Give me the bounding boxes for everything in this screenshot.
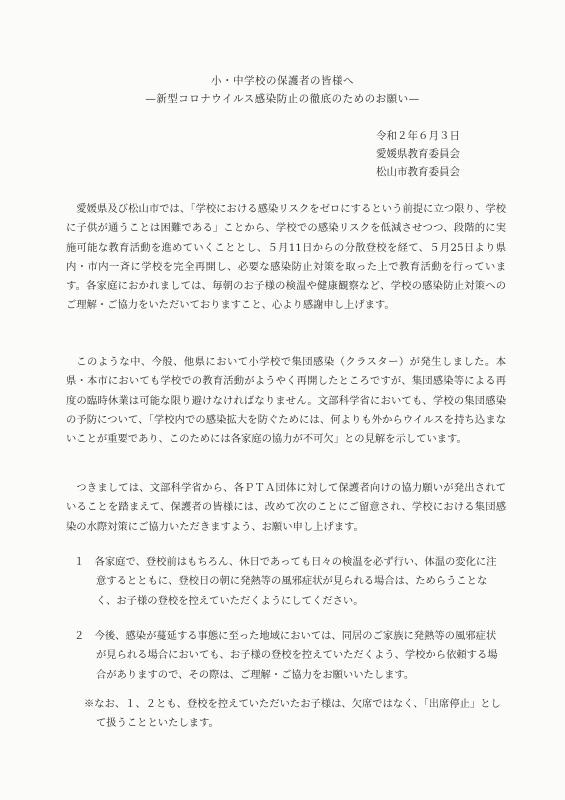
document-date: 令和２年６月３日 (376, 130, 460, 142)
title-block (0, 72, 565, 108)
document-meta (376, 127, 546, 181)
document-title: 小・中学校の保護者の皆様へ (211, 75, 354, 87)
footnote: ※なお、１、２とも、登校を控えていただいたお子様は、欠席ではなく、「出席停止」として扱うことといたします。 (84, 698, 501, 730)
issuer-prefecture: 愛媛県教育委員会 (376, 148, 460, 160)
paragraph-2: このような中、今般、他県において小学校で集団感染（クラスター）が発生しました。本県・本市においても学校での教育活動がようやく再開したところですが、集団感染等による再度の臨時休業は可能な限り避けなければなりません。文部科学省においても、学校の集団感染の予防について、「学校内での感染拡大を防ぐためには、何よりも外からウイルスを持ち込まないことが重要であり、このためには各家庭の協力が不可欠」との見解を示しています。 (66, 356, 506, 446)
paragraph-3: つきましては、文部科学省から、各ＰＴＡ団体に対して保護者向けの協力願いが発出されていることを踏まえて、保護者の皆様には、改めて次のことにご留意され、学校における集団感染の水際対策にご協力いただきますよう、お願い申し上げます。 (66, 482, 506, 533)
issuer-city: 松山市教育委員会 (376, 166, 460, 178)
request-item-1: １ 各家庭で、登校前はもちろん、休日であっても日々の検温を必ず行い、体温の変化に注意するとともに、登校日の朝に発熱等の風邪症状が見られる場合は、ためらうことなく、お子様の登校を控えていただくようにしてください。 (74, 556, 497, 607)
document-subtitle: —新型コロナウイルス感染防止の徹底のためのお願い— (145, 93, 420, 105)
paragraph-1: 愛媛県及び松山市では、「学校における感染リスクをゼロにするという前提に立つ限り、学校に子供が通うことは困難である」ことから、学校での感染リスクを低減させつつ、段階的に実施可能な教育活動を進めていくこととし、５月11日からの分散登校を経て、５月25日より県内・市内一斉に学校を完全再開し、必要な感染防止対策を取った上で教育活動を行っています。各家庭におかれましては、毎朝のお子様の検温や健康観察など、学校の感染防止対策へのご理解・ご協力をいただいておりますこと、心より感謝申し上げます。 (66, 203, 506, 312)
request-item-2: ２ 今後、感染が蔓延する事態に至った地域においては、同居のご家族に発熱等の風邪症状が見られる場合においても、お子様の登校を控えていただくよう、学校から依頼する場合がありますので、その際は、ご理解・ご協力をお願いいたします。 (74, 630, 498, 681)
